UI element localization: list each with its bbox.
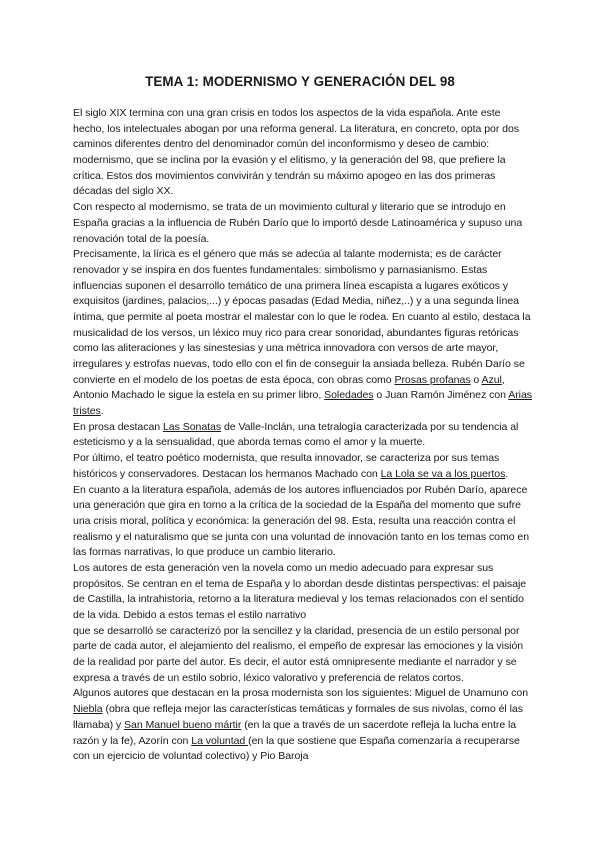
underlined-title: Azul [481,373,502,386]
paragraph [73,451,533,482]
paragraph-text: , Antonio Machado le sigue la estela en su primer libro, [73,373,505,402]
paragraph-text: Los autores de esta generación ven la novela como un medio adecuado para expresar sus propósitos. Se centran en el tema de España y lo abordan desde distintas perspectivas: el paisaje de Castilla, la intrahistoria, retorno a la literatura medieval y los temas relacionados con el sentido de la vida. Debido a estos temas el estilo narrativo [73,561,527,621]
paragraph-text: que se desarrolló se caracterizó por la sencillez y la claridad, presencia de un estilo personal por parte de cada autor, el alejamiento del realismo, el empeño de expresar las emociones y la visión de la realidad por parte del autor. Es decir, el autor está omnipresente mediante el narrador y se expresa a través de un estilo sobrio, léxico valorativo y preferencia de relatos cortos. [73,624,524,684]
document-body [73,106,533,765]
paragraph [73,561,533,624]
paragraph-text: o Juan Ramón Jiménez con [373,389,509,402]
paragraph [73,624,533,687]
paragraph-text: . [505,467,509,480]
paragraph-text: Precisamente, la lírica es el género que más se adecúa al talante modernista; es de carácter renovador y se inspira en dos fuentes fundamentales: simbolismo y parnasianismo. Estas influencias suponen el desarrollo temático de una primera línea escapista a lugares exóticos y exquisitos (jardines, palacios,...) y épocas pasadas (Edad Media, niñez,..) y a una segunda línea íntima, que permite al poeta mostrar el malestar con lo que le rodea. En cuanto al estilo, destaca la musicalidad de los versos, un léxico muy rico para crear sonoridad, abundantes figuras retóricas como las aliteraciones y las sinestesias y una métrica innovadora con versos de arte mayor, irregulares y estrofas nuevas, todo ello con el fin de conseguir la ansiada belleza. Rubén Darío se convierte en el modelo de los poetas de esta época, con obras como [73,248,531,386]
page-title: TEMA 1: MODERNISMO Y GENERACIÓN DEL 98 [145,74,455,89]
underlined-title: Soledades [324,389,374,402]
underlined-title: Prosas profanas [394,373,471,386]
underlined-title: La Lola se va a los puertos [380,467,506,480]
paragraph [73,420,533,451]
underlined-title: Arias tristes [73,389,533,418]
paragraph-text: Por último, el teatro poético modernista, que resulta innovador, se caracteriza por sus temas históricos y conservadores. Destacan los hermanos Machado con [73,452,500,480]
paragraph [73,483,533,561]
underlined-title: La voluntad [191,734,249,747]
paragraph-text: (en la que sostiene que España comenzaría a recuperarse con un ejercicio de voluntad colectivo) y Pio Baroja [73,734,520,763]
paragraph-text: de Valle-Inclán, una tetralogía caracterizada por su tendencia al esteticismo y a la sensualidad, que aborda temas como el amor y la muerte. [73,420,519,449]
underlined-title: Niebla [73,703,103,716]
paragraph-text: (en la que a través de un sacerdote refleja la lucha entre la razón y la fe), Azorín con [73,718,517,747]
paragraph [73,106,533,200]
paragraph-text: En cuanto a la literatura española, además de los autores influenciados por Rubén Darío, aparece una generación que gira en torno a la crítica de la sociedad de la España del momento que sufre una crisis moral, política y económica: la generación del 98. Esta, resulta una reacción contra el realismo y el naturalismo que se junta con una voluntad de innovación tanto en los temas como en las formas narrativas, lo que produce un cambio literario. [73,483,530,559]
paragraph-text: En prosa destacan [73,420,163,433]
paragraph-text: El siglo XIX termina con una gran crisis en todos los aspectos de la vida española. Ante este hecho, los intelectuales abogan por una reforma general. La literatura, en concreto, opta por dos caminos diferentes dentro del denominador común del inconformismo y deseo de cambio: modernismo, que se inclina por la evasión y el elitismo, y la generación del 98, que prefiere la crítica. Estos dos movimientos convivirán y tendrán su máximo apogeo en las dos primeras décadas del siglo XX. [73,107,520,198]
paragraph [73,200,533,247]
underlined-title: Las Sonatas [162,420,222,433]
paragraph-text: (obra que refleja mejor las características temáticas y formales de sus nivolas, como él las llamaba) y [73,703,523,731]
paragraph-text: Con respecto al modernismo, se trata de un movimiento cultural y literario que se introdujo en España gracias a la influencia de Rubén Darío que lo importó desde Latinoamérica y supuso una renovación total de la poesía. [73,201,523,245]
paragraph [73,686,533,764]
underlined-title: San Manuel bueno mártir [124,718,242,731]
paragraph [73,247,533,420]
paragraph-text: Algunos autores que destacan en la prosa modernista son los siguientes: Miguel de Unamuno con [73,687,529,700]
paragraph-text: o [470,373,482,386]
paragraph-text: . [100,405,104,418]
